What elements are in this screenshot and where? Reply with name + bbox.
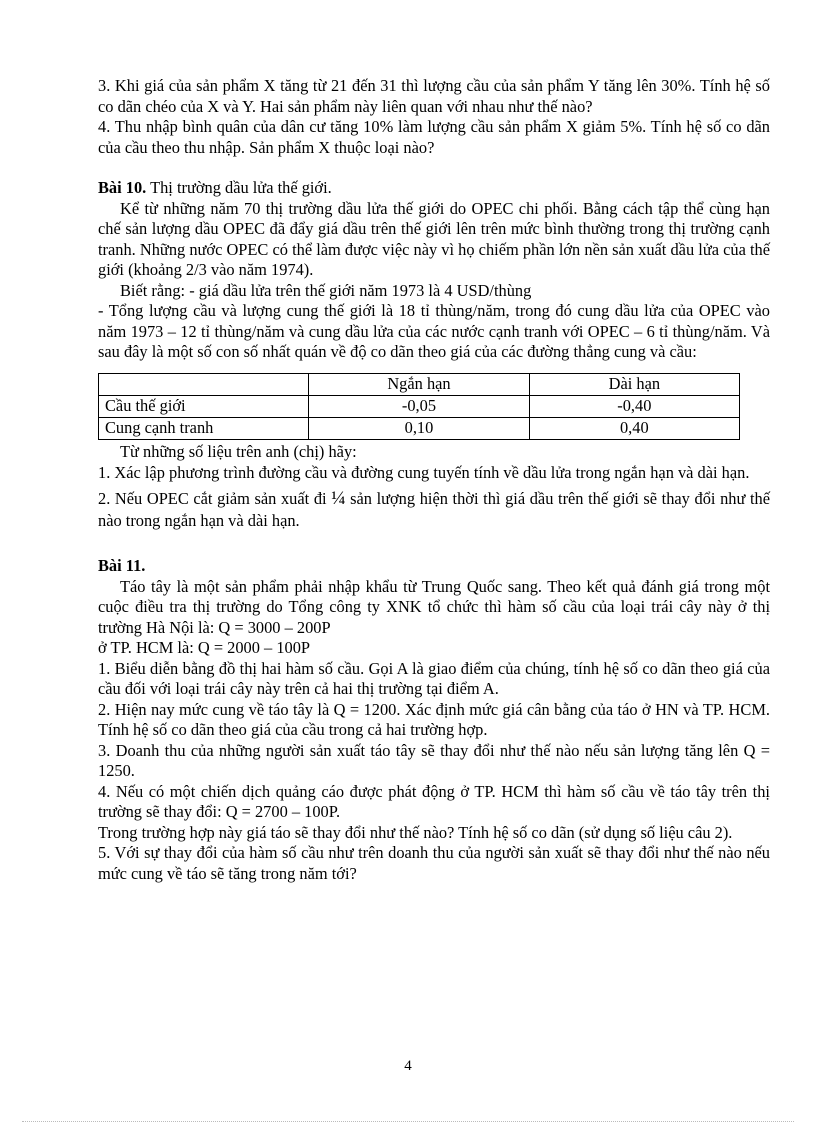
bai10-label: Bài 10.	[98, 178, 147, 197]
bai11-question-5: 5. Với sự thay đổi của hàm số cầu như trên doanh thu của người sản xuất sẽ thay đổi như thế nào nếu mức cung về táo sẽ tăng trong năm tới?	[98, 843, 770, 883]
bai10-paragraph-2: Biết rằng: - giá dầu lửa trên thế giới năm 1973 là 4 USD/thùng	[120, 280, 532, 300]
elasticity-table	[98, 373, 740, 440]
fraction-quarter: ¼	[331, 488, 346, 509]
table-cell: 0,40	[529, 417, 739, 439]
table-cell: 0,10	[309, 417, 529, 439]
bai10-paragraph-1: Kể từ những năm 70 thị trường dầu lửa thế giới do OPEC chi phối. Bằng cách tập thể cùng hạn chế sản lượng dầu OPEC đã đẩy giá dầu trên thế giới lên trên mức bình thường trong thị trường cạnh tranh. Những nước OPEC có thể làm được việc này vì họ chiếm phần lớn nền sản xuất dầu lửa của thế giới (khoảng 2/3 vào năm 1974).	[98, 198, 770, 279]
table-row	[99, 417, 740, 439]
bai11-heading	[98, 556, 770, 577]
question-4: 4. Thu nhập bình quân của dân cư tăng 10% làm lượng cầu sản phẩm X giảm 5%. Tính hệ số co dãn của cầu theo thu nhập. Sản phẩm X thuộc loại nào?	[98, 117, 770, 157]
table-cell: Cung cạnh tranh	[99, 417, 309, 439]
table-cell: -0,40	[529, 395, 739, 417]
bai10-question-2-text: 2. Nếu OPEC cắt giảm sản xuất đi	[98, 489, 332, 508]
bai10-question-1: 1. Xác lập phương trình đường cầu và đường cung tuyến tính về dầu lửa trong ngắn hạn và dài hạn.	[98, 463, 750, 482]
bai11-paragraph-2: ở TP. HCM là: Q = 2000 – 100P	[98, 638, 311, 657]
question-3: 3. Khi giá của sản phẩm X tăng từ 21 đến 31 thì lượng cầu của sản phẩm Y tăng lên 30%. Tính hệ số co dãn chéo của X và Y. Hai sản phẩm này liên quan với nhau như thế nào?	[98, 76, 770, 116]
table-header-cell: Dài hạn	[529, 373, 739, 395]
table-header-row	[99, 373, 740, 395]
bai11-question-4: 4. Nếu có một chiến dịch quảng cáo được phát động ở TP. HCM thì hàm số cầu về táo tây trên thị trường sẽ thay đổi: Q = 2700 – 100P.	[98, 781, 770, 821]
bai11-question-1: 1. Biểu diễn bằng đồ thị hai hàm số cầu. Gọi A là giao điểm của chúng, tính hệ số co dãn theo giá của cầu đối với loại trái cây này trên cả hai thị trường tại điểm A.	[98, 658, 770, 698]
table-header-cell	[99, 373, 309, 395]
bai11-question-2: 2. Hiện nay mức cung về táo tây là Q = 1200. Xác định mức giá cân bằng của táo ở HN và TP. HCM. Tính hệ số co dãn theo giá của cầu trong cả hai trường hợp.	[98, 699, 770, 739]
table-cell: Cầu thế giới	[99, 395, 309, 417]
bai11-paragraph-1: Táo tây là một sản phẩm phải nhập khẩu từ Trung Quốc sang. Theo kết quả đánh giá trong một cuộc điều tra thị trường do Tổng công ty XNK tổ chức thì hàm số cầu của loại trái cây này ở thị trường Hà Nội là: Q = 3000 – 200P	[98, 576, 770, 637]
bai10-question-2-text-end: sản lượng hiện thời thì giá dầu trên thế giới sẽ thay đổi như thế nào trong ngắn hạn và dài hạn.	[98, 489, 770, 530]
table-row	[99, 395, 740, 417]
bai11-question-4b: Trong trường hợp này giá táo sẽ thay đổi như thế nào? Tính hệ số co dãn (sử dụng số liệu câu 2).	[98, 822, 733, 842]
bai10-title: Thị trường dầu lửa thế giới.	[146, 178, 332, 197]
bai10-intro: Từ những số liệu trên anh (chị) hãy:	[120, 441, 357, 461]
page-number: 4	[404, 1058, 412, 1074]
page-content	[98, 76, 770, 884]
bai10-heading	[98, 178, 770, 199]
page-bottom-divider	[22, 1121, 794, 1122]
bai11-question-3: 3. Doanh thu của những người sản xuất táo tây sẽ thay đổi như thế nào nếu sản lượng tăng lên Q = 1250.	[98, 740, 770, 780]
bai10-paragraph-3: - Tổng lượng cầu và lượng cung thế giới là 18 tỉ thùng/năm, trong đó cung dầu lửa của OPEC vào năm 1973 – 12 tỉ thùng/năm và cung dầu lửa của các nước cạnh tranh với OPEC – 6 tỉ thùng/năm. Và sau đây là một số con số nhất quán về độ co dãn theo giá của các đường thẳng cung và cầu:	[98, 301, 770, 361]
bai11-label: Bài 11.	[98, 556, 146, 575]
table-cell: -0,05	[309, 395, 529, 417]
table-header-cell: Ngắn hạn	[309, 373, 529, 395]
bai10-question-2	[98, 488, 770, 532]
